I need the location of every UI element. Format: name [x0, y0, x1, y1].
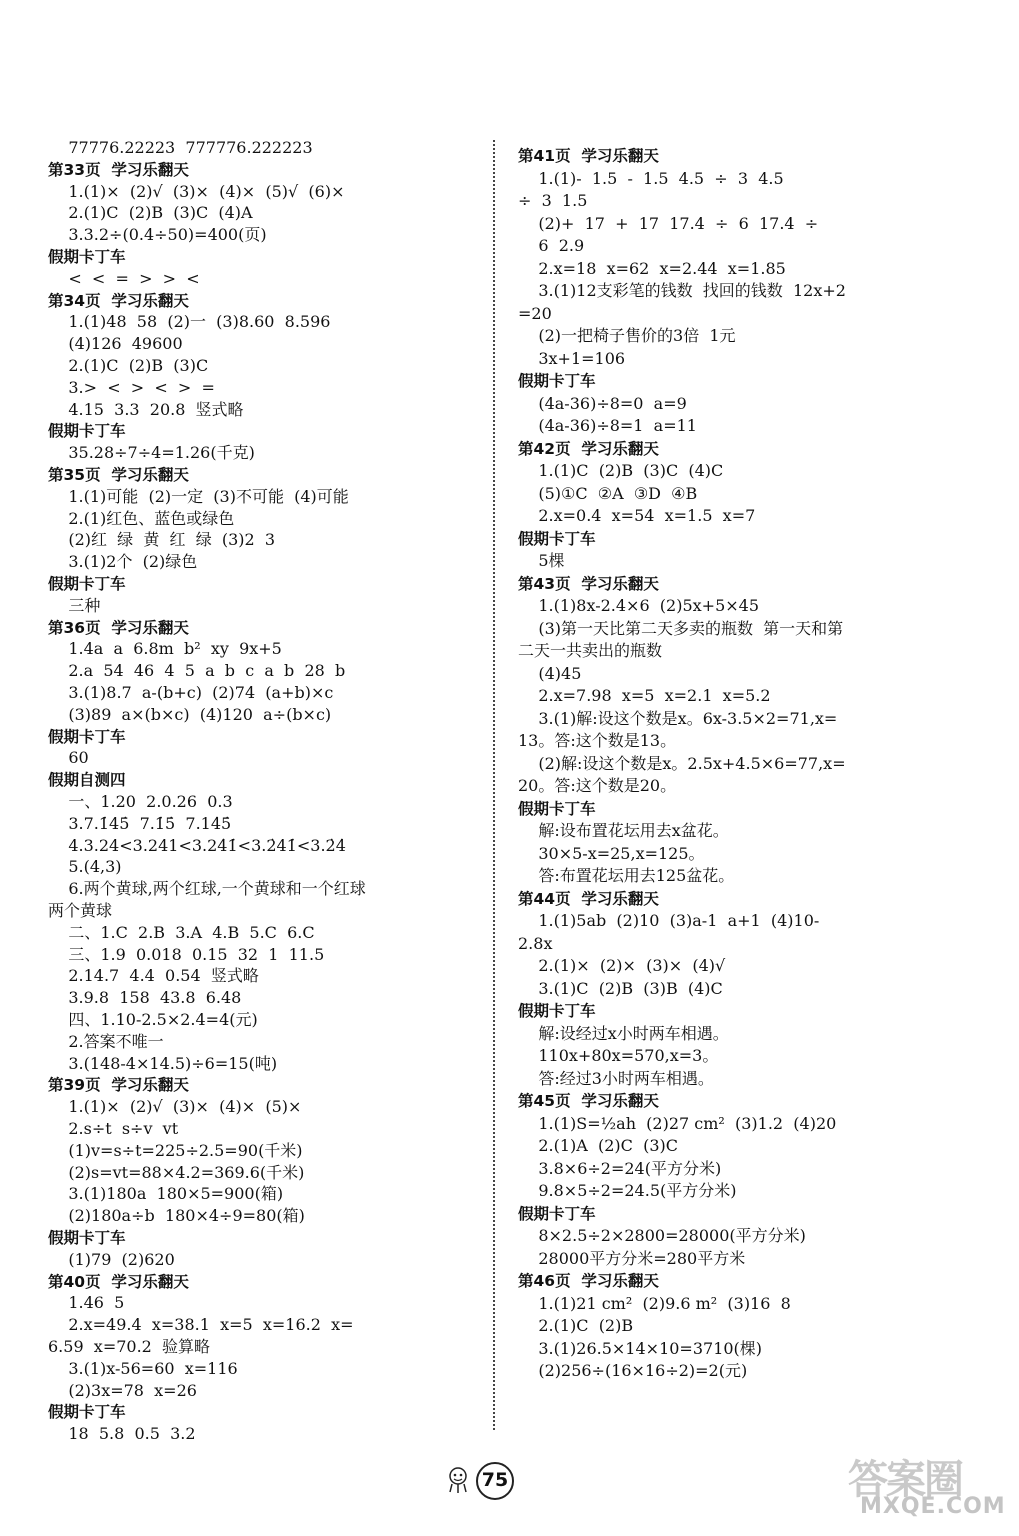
answer-line: 2.(1)C (2)B (3)C	[48, 356, 209, 375]
answer-line: < < = > > <	[48, 268, 200, 288]
section-heading: 假期卡丁车	[48, 248, 126, 266]
answer-line: 4.15 3.3 20.8 竖式略	[48, 399, 244, 419]
answer-line: 1.(1)8x-2.4×6 (2)5x+5×45	[518, 596, 760, 615]
answer-line: (2)180a÷b 180×4÷9=80(箱)	[48, 1206, 305, 1226]
answer-line: 3.3.2÷(0.4÷50)=400(页)	[48, 225, 267, 245]
answer-line: (1)79 (2)620	[48, 1249, 175, 1269]
answer-line: ÷ 3 1.5	[518, 191, 588, 210]
answer-line: 2.(1)C (2)B (3)C (4)A	[48, 203, 253, 223]
answer-line: 9.8×5÷2=24.5(平方分米)	[518, 1181, 737, 1200]
answer-line: 3.(1)8.7 a-(b+c) (2)74 (a+b)×c	[48, 683, 334, 702]
answer-line: 2.14.7 4.4 0.54 竖式略	[48, 966, 259, 986]
answer-line: 13。答:这个数是13。	[518, 731, 677, 750]
answer-line: 1.(1)48 58 (2)一 (3)8.60 8.596	[48, 312, 331, 332]
answer-line: 1.(1)5ab (2)10 (3)a-1 a+1 (4)10-	[518, 911, 820, 930]
answer-line: 三、1.9 0.018 0.15 32 1 11.5	[48, 944, 325, 964]
answer-line: 1.46 5	[48, 1293, 125, 1313]
section-heading: 假期卡丁车	[518, 1204, 596, 1223]
column-divider	[493, 140, 495, 1430]
answer-line: 5棵	[518, 551, 565, 570]
section-heading: 第35页 学习乐翻天	[48, 466, 189, 484]
section-heading: 假期卡丁车	[48, 422, 126, 441]
answer-line: 2.a 54 46 4 5 a b c a b 28 b	[48, 661, 346, 681]
answer-line: (2)解:设这个数是x。2.5x+4.5×6=77,x=	[518, 753, 846, 773]
answer-line: 3.9.8 158 43.8 6.48	[48, 988, 242, 1008]
answer-line: 1.(1)× (2)√ (3)× (4)× (5)√ (6)×	[48, 181, 345, 201]
answer-line: 60	[48, 748, 89, 768]
answer-line: 18 5.8 0.5 3.2	[48, 1424, 196, 1444]
answer-line: 4.3.24<3.241<3.24̇1̇<3.2̇41̇<3.2̇4̇	[48, 835, 346, 855]
section-heading: 假期卡丁车	[48, 1229, 126, 1247]
watermark-logo: 答案圈	[848, 1457, 962, 1503]
answer-line: 1.(1)21 cm² (2)9.6 m² (3)16 8	[518, 1293, 791, 1313]
answer-line: 答:经过3小时两车相遇。	[518, 1068, 714, 1088]
answer-line: 1.(1)S=½ah (2)27 cm² (3)1.2 (4)20	[518, 1113, 837, 1133]
answer-line: 3.(1)180a 180×5=900(箱)	[48, 1184, 284, 1204]
answer-line: 2.(1)C (2)B	[518, 1316, 634, 1335]
answer-line: 3.(1)C (2)B (3)B (4)C	[518, 978, 723, 998]
answer-line: 5.(4,3)	[48, 857, 122, 877]
answer-line: 6.59 x=70.2 验算略	[48, 1337, 211, 1356]
answer-line: 2.(1)A (2)C (3)C	[518, 1136, 678, 1155]
answer-line: (4a-36)÷8=0 a=9	[518, 393, 687, 413]
answer-line: (2)3x=78 x=26	[48, 1380, 197, 1400]
section-heading: 第44页 学习乐翻天	[518, 889, 659, 908]
answer-line: 2.s÷t s÷v vt	[48, 1119, 179, 1138]
answer-line: 110x+80x=570,x=3。	[518, 1046, 719, 1065]
answer-line: 3.> < > < > =	[48, 377, 215, 397]
answer-line: (2)一把椅子售价的3倍 1元	[518, 326, 736, 345]
answer-line: 1.(1)C (2)B (3)C (4)C	[518, 461, 724, 480]
answer-line: 一、1.20 2.0.26 0.3	[48, 792, 233, 811]
page-number: 75	[476, 1462, 514, 1500]
answer-line: (2)256÷(16×16÷2)=2(元)	[518, 1361, 748, 1380]
answer-line: 解:设布置花坛用去x盆花。	[518, 821, 729, 840]
answer-line: 1.(1)可能 (2)一定 (3)不可能 (4)可能	[48, 486, 349, 506]
answer-line: 2.x=7.98 x=5 x=2.1 x=5.2	[518, 686, 771, 705]
answer-line: 2.x=0.4 x=54 x=1.5 x=7	[518, 506, 756, 525]
answer-line: 1.4a a 6.8m b² xy 9x+5	[48, 639, 282, 659]
answer-line: (2)s=vt=88×4.2=369.6(千米)	[48, 1162, 305, 1182]
section-heading: 假期卡丁车	[518, 372, 596, 390]
section-heading: 假期卡丁车	[518, 529, 596, 548]
mascot-icon	[445, 1466, 471, 1494]
answer-line: 三种	[48, 595, 101, 615]
answer-line: (3)89 a×(b×c) (4)120 a÷(b×c)	[48, 704, 332, 724]
answer-line: 3.(1)解:设这个数是x。6x-3.5×2=71,x=	[518, 708, 838, 728]
answer-line: (5)①C ②A ③D ④B	[518, 483, 698, 503]
answer-line: 3.(1)12支彩笔的钱数 找回的钱数 12x+2	[518, 281, 846, 300]
section-heading: 第42页 学习乐翻天	[518, 439, 659, 458]
answer-line: 28000平方分米=280平方米	[518, 1248, 746, 1268]
section-heading: 假期自测四	[48, 771, 126, 790]
section-heading: 第39页 学习乐翻天	[48, 1076, 189, 1095]
answer-line: (4a-36)÷8=1 a=11	[518, 416, 697, 435]
answer-line: 20。答:这个数是20。	[518, 776, 677, 795]
section-heading: 假期卡丁车	[48, 727, 126, 746]
answer-line: 两个黄球	[48, 901, 113, 920]
section-heading: 第40页 学习乐翻天	[48, 1272, 189, 1291]
answer-line: 6 2.9	[518, 236, 585, 255]
section-heading: 第36页 学习乐翻天	[48, 618, 189, 637]
answer-line: 二、1.C 2.B 3.A 4.B 5.C 6.C	[48, 922, 315, 942]
answer-line: 二天一共卖出的瓶数	[518, 641, 663, 660]
answer-line: (2)+ 17 + 17 17.4 ÷ 6 17.4 ÷	[518, 213, 819, 233]
answer-line: 6.两个黄球,两个红球,一个黄球和一个红球	[48, 879, 366, 899]
answer-line: 四、1.10-2.5×2.4=4(元)	[48, 1010, 258, 1029]
section-heading: 第43页 学习乐翻天	[518, 574, 659, 593]
answer-line: (1)v=s÷t=225÷2.5=90(千米)	[48, 1140, 303, 1160]
section-heading: 假期卡丁车	[518, 1002, 596, 1020]
answer-line: 3.8×6÷2=24(平方分米)	[518, 1158, 722, 1178]
answer-line: (4)45	[518, 663, 582, 683]
answer-line: 3.(1)26.5×14×10=3710(棵)	[518, 1338, 763, 1358]
answer-line: 解:设经过x小时两车相遇。	[518, 1023, 729, 1043]
watermark-url: MXQE.COM	[860, 1494, 1006, 1519]
answer-line: 1.(1)- 1.5 - 1.5 4.5 ÷ 3 4.5	[518, 168, 784, 188]
answer-line: 2.x=49.4 x=38.1 x=5 x=16.2 x=	[48, 1315, 354, 1335]
answer-line: (2)红 绿 黄 红 绿 (3)2 3	[48, 530, 276, 550]
answer-line: (4)126 49600	[48, 334, 183, 354]
section-heading: 第33页 学习乐翻天	[48, 160, 189, 179]
answer-line: 3.7.1̇45̇ 7.1̇5̇ 7.14̇5̇	[48, 813, 232, 833]
answer-line: 1.(1)× (2)√ (3)× (4)× (5)×	[48, 1097, 302, 1117]
answer-line: 2.(1)红色、蓝色或绿色	[48, 508, 235, 528]
answer-line: 3.(1)2个 (2)绿色	[48, 552, 198, 572]
answer-line: 35.28÷7÷4=1.26(千克)	[48, 443, 255, 463]
section-heading: 假期卡丁车	[518, 799, 596, 818]
section-heading: 假期卡丁车	[48, 575, 126, 593]
section-heading: 第34页 学习乐翻天	[48, 291, 189, 310]
answer-line: 答:布置花坛用去125盆花。	[518, 866, 735, 885]
answer-line: 2.(1)× (2)× (3)× (4)√	[518, 956, 726, 975]
section-heading: 第41页 学习乐翻天	[518, 147, 659, 165]
answer-line: 3x+1=106	[518, 348, 626, 368]
answer-line: 8×2.5÷2×2800=28000(平方分米)	[518, 1226, 806, 1245]
answer-line: 77776.22223 777776.222223	[48, 138, 313, 157]
section-heading: 第46页 学习乐翻天	[518, 1272, 659, 1290]
answer-line: 3.(148-4×14.5)÷6=15(吨)	[48, 1053, 278, 1073]
answer-line: (3)第一天比第二天多卖的瓶数 第一天和第	[518, 618, 844, 638]
answer-line: 3.(1)x-56=60 x=116	[48, 1358, 238, 1378]
answer-line: 2.答案不唯一	[48, 1031, 164, 1051]
answer-line: 2.x=18 x=62 x=2.44 x=1.85	[518, 258, 786, 278]
answer-line: =20	[518, 303, 552, 323]
section-heading: 假期卡丁车	[48, 1403, 126, 1422]
answer-line: 2.8x	[518, 933, 553, 953]
answer-line: 30×5-x=25,x=125。	[518, 843, 705, 863]
section-heading: 第45页 学习乐翻天	[518, 1092, 659, 1110]
